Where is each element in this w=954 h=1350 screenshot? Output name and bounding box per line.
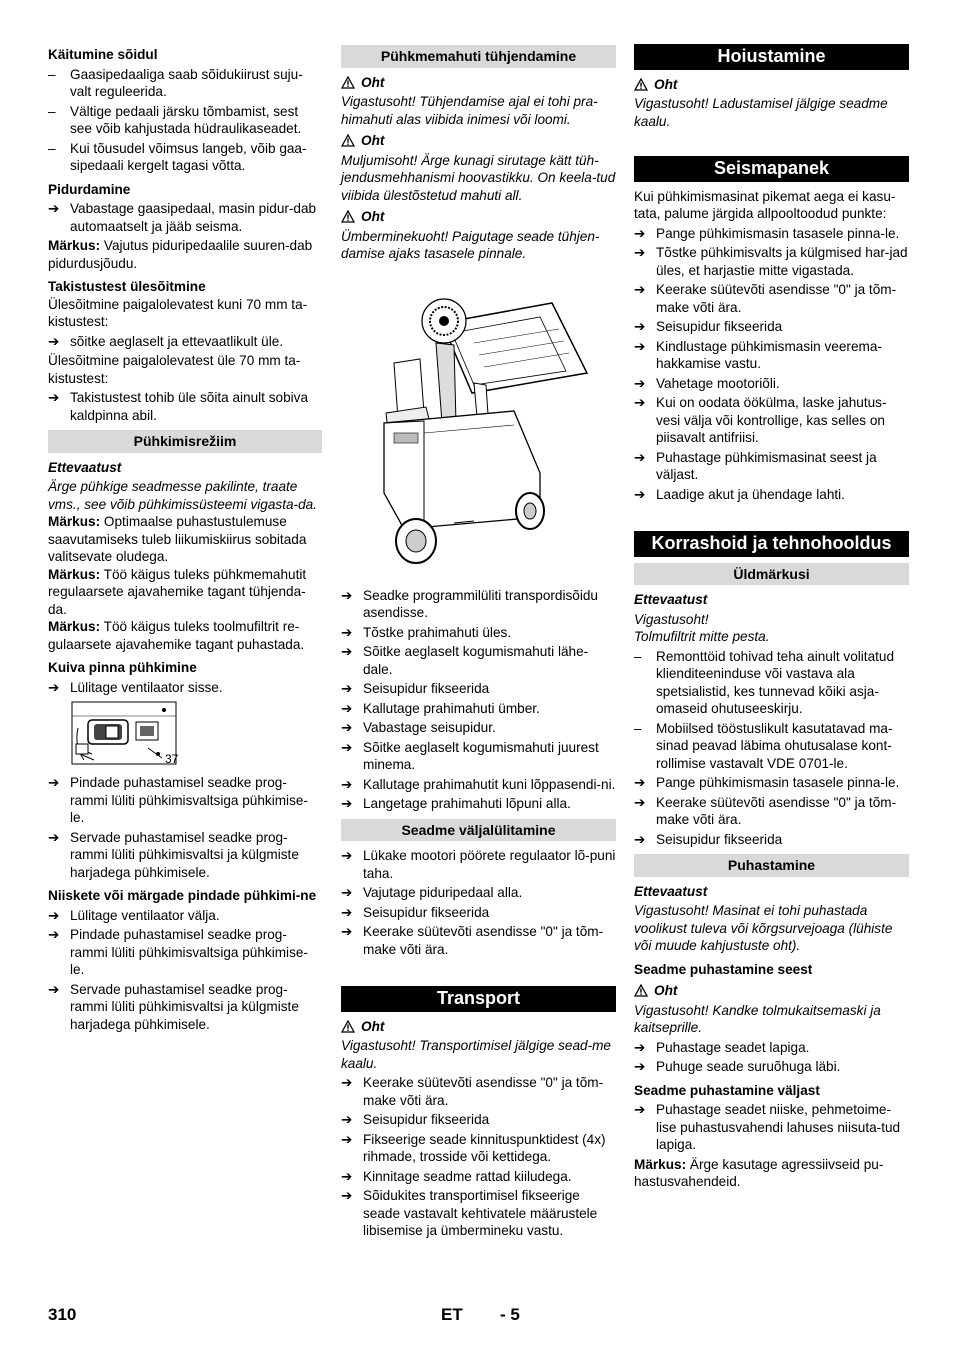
section-heading-puhastamine: Puhastamine (634, 854, 909, 877)
page-number: 310 (48, 1305, 77, 1324)
list-item: ➔ Lülitage ventilaator sisse. (48, 679, 223, 695)
list-item: ➔ Seisupidur fikseerida (341, 681, 490, 696)
caution-label: Ettevaatust (634, 883, 708, 899)
column-middle (341, 44, 616, 1242)
list-item: ➔ Tõstke prahimahuti üles. (341, 624, 512, 640)
danger-text: Vigastusoht! Transportimisel jälgige sead-me kaalu. (341, 1038, 611, 1071)
list-item: ➔ Pindade puhastamisel seadke prog-rammi lüliti pühkimisvaltsiga pühkimise-le. (48, 927, 308, 977)
danger-label: Oht (634, 76, 909, 94)
list-item: ➔ Pindade puhastamisel seadke prog-rammi lüliti pühkimisvaltsiga pühkimise-le. (48, 775, 308, 825)
list-item: ➔ Keerake süütevõti asendisse "0" ja tõm-make võti ära. (634, 282, 897, 315)
heading-seest: Seadme puhastamine seest (634, 961, 813, 977)
heading-niiskete: Niiskete või märgade pindade pühkimi-ne (48, 888, 317, 903)
figure-label: 37 (165, 752, 179, 766)
list-item: ➔ Takistustest tohib üle sõita ainult sobiva kaldpinna abil. (48, 390, 309, 423)
list-item: ➔ Kallutage prahimahutit kuni lõppasendi-ni. (341, 776, 616, 792)
section-heading-tuhjendamine: Pühkmemahuti tühjendamine (341, 45, 616, 68)
list-item: ➔ Lükake mootori pöörete regulaator lõ-puni taha. (341, 848, 616, 881)
warning-triangle-icon (341, 76, 355, 89)
list-item: ➔ Seisupidur fikseerida (634, 831, 783, 847)
list-item: ➔ Seadke programmilüliti transpordisõidu asendisse. (341, 587, 598, 620)
note: Märkus: Töö käigus tuleks toolmufiltrit re-gulaarsete ajavahemike tagant puhastada. (48, 619, 305, 652)
list-item: ➔ Vahetage mootoriõli. (634, 375, 780, 391)
list-item: ➔ Keerake süütevõti asendisse "0" ja tõm-make võti ära. (634, 794, 897, 827)
sweeper-dumping-illustration (364, 273, 594, 573)
list-item: ➔ Vajutage piduripedaal alla. (341, 885, 523, 900)
heading-takistus: Takistustest ülesõitmine (48, 279, 206, 294)
caution-text: Vigastusoht! Masinat ei tohi puhastada voolikust tuleva või kõrgsurvejoaga (lühiste või muude kahjustuste oht). (634, 903, 893, 953)
danger-label: Oht (341, 208, 616, 226)
note: Märkus: Vajutus piduripedaalile suuren-dab pidurdusjõudu. (48, 238, 313, 271)
list-item: ➔ Langetage prahimahuti lõpuni alla. (341, 796, 571, 811)
section-heading-valjalulitamine: Seadme väljalülitamine (341, 819, 616, 842)
list-item: ➔ Seisupidur fikseerida (341, 1112, 490, 1127)
list-item: ➔ Fikseerige seade kinnituspunktidest (4x) rihmade, trosside või kettidega. (341, 1131, 606, 1164)
caution-label: Ettevaatust (48, 459, 122, 475)
list-item: ➔ Servade puhastamisel seadke prog-rammi lüliti pühkimisvaltsi ja külgmiste harjadega pühkimisele. (48, 981, 299, 1032)
page-footer (48, 1306, 909, 1328)
list-item: ➔ Puhuge seade suruõhuga läbi. (634, 1059, 841, 1074)
list-item: ➔ Kui on oodata öökülma, laske jahutus-vesi välja või kontrollige, kas selles on piisavalt antifriisi. (634, 395, 887, 445)
list-item: ➔ Kinnitage seadme rattad kiiludega. (341, 1168, 572, 1184)
paragraph: Ülesõitmine paigalolevatest üle 70 mm ta-kistustest: (48, 353, 301, 386)
heading-valjast: Seadme puhastamine väljast (634, 1082, 820, 1098)
list-item: ➔ Keerake süütevõti asendisse "0" ja tõm-make võti ära. (341, 924, 604, 957)
note: Märkus: Töö käigus tuleks pühkmemahutit regulaarsete ajavahemike tagant tühjenda-da. (48, 566, 307, 617)
list-item: ➔ Vabastage seisupidur. (341, 720, 496, 735)
list-item: ➔ Servade puhastamisel seadke prog-rammi lüliti pühkimisvaltsi ja külgmiste harjadega pühkimisele. (48, 829, 299, 880)
danger-label: Oht (341, 132, 616, 150)
danger-text: Vigastusoht! Tühjendamise ajal ei tohi pra-himahuti alas viibida inimesi või loomi. (341, 94, 598, 127)
column-right (634, 44, 909, 1191)
section-heading-puhkimisreziim: Pühkimisrežiim (48, 430, 322, 453)
language-code: ET (441, 1305, 463, 1324)
danger-label: Oht (341, 1018, 616, 1036)
list-item: ➔ Pange pühkimismasin tasasele pinna-le. (634, 775, 900, 790)
list-item: ➔ Kindlustage pühkimismasin veerema-hakkamise vastu. (634, 338, 882, 371)
list-item: – Gaasipedaaliga saab sõidukiirust suju-valt reguleerida. (48, 66, 303, 99)
list-item: ➔ Sõitke aeglaselt kogumismahuti lähe-dale. (341, 644, 589, 677)
list-item: – Kui tõusudel võimsus langeb, võib gaa-sipedaali kergelt tagasi võtta. (48, 140, 307, 173)
danger-text: Muljumisoht! Ärge kunagi sirutage kätt tüh-jendusmehhanismi hoovastikku. On keela-tud viibida ülestõstetud mahuti all. (341, 152, 616, 203)
list-item: ➔ Vabastage gaasipedaal, masin pidur-dab automaatselt ja jääb seisma. (48, 201, 317, 234)
section-page-number: - 5 (500, 1305, 520, 1324)
list-item: ➔ Seisupidur fikseerida (634, 319, 783, 334)
note: Märkus: Optimaalse puhastustulemuse saavutamiseks tuleb liikumiskiirus sobitada valitsevate oludega. (48, 514, 307, 564)
warning-triangle-icon (341, 210, 355, 223)
danger-label: Oht (634, 982, 909, 1000)
caution-text: Ärge pühkige seadmesse pakilinte, traate vms., see võib pühkimissüsteemi vigasta-da. (48, 479, 317, 512)
list-item: ➔ Puhastage seadet niiske, pehmetoime-lise puhastusvahendi lahuses niisuta-tud lapiga. (634, 1102, 901, 1152)
list-item: ➔ Sõidukites transportimisel fikseerige seade vastavalt kehtivatele määrustele libisemise ja ümbermineku vastu. (341, 1188, 598, 1238)
list-item: ➔ sõitke aeglaselt ja ettevaatlikult üle. (48, 333, 284, 349)
section-heading-uldmarkusi: Üldmärkusi (634, 563, 909, 586)
column-left (48, 44, 322, 1035)
danger-text: Vigastusoht! Ladustamisel jälgige seadme kaalu. (634, 96, 888, 129)
list-item: ➔ Tõstke pühkimisvalts ja külgmised har-jad üles, et harjastiе mitte vigastada. (634, 245, 908, 278)
warning-triangle-icon (634, 984, 648, 997)
list-item: – Remonttöid tohivad teha ainult volitatud klienditeeninduse või vastava ala spetsialistid, kes tunnevad kõiki asja-omaseid ohutuseeskirju. (634, 648, 895, 716)
list-item: ➔ Puhastage seadet lapiga. (634, 1039, 810, 1055)
list-item: ➔ Kallutage prahimahuti ümber. (341, 700, 540, 716)
warning-triangle-icon (634, 78, 648, 91)
list-item: – Mobiilsed tööstuslikult kasutatavad ma-sinad peavad läbima ohutusalase kont-rollimise vastavalt VDE 0701-le. (634, 720, 893, 771)
chapter-heading-hoiustamine: Hoiustamine (634, 44, 909, 70)
list-item: ➔ Lülitage ventilaator välja. (48, 907, 220, 923)
caution-text: Tolmufiltrit mitte pesta. (634, 629, 770, 644)
warning-triangle-icon (341, 1020, 355, 1033)
note: Märkus: Ärge kasutage agressiivseid pu-hastusvahendeid. (634, 1156, 884, 1189)
sweeper-figure (341, 273, 616, 583)
list-item: ➔ Seisupidur fikseerida (341, 904, 490, 920)
heading-kaitumine: Käitumine sõidul (48, 47, 158, 62)
list-item: – Vältige pedaali järsku tõmbamist, sest see võib kahjustada hüdraulikaseadet. (48, 103, 302, 136)
danger-label: Oht (341, 74, 616, 92)
warning-triangle-icon (341, 134, 355, 147)
paragraph: Ülesõitmine paigalolevatest kuni 70 mm ta-kistustest: (48, 296, 308, 329)
chapter-heading-korrashoid: Korrashoid ja tehnohooldus (634, 531, 909, 557)
heading-kuiva: Kuiva pinna pühkimine (48, 660, 197, 675)
caution-label: Ettevaatust (634, 592, 708, 607)
list-item: ➔ Laadige akut ja ühendage lahti. (634, 486, 845, 502)
paragraph: Kui pühkimismasinat pikemat aega ei kasu-tata, palume järgida allpooltoodud punkte: (634, 188, 896, 221)
heading-pidurdamine: Pidurdamine (48, 181, 131, 197)
chapter-heading-transport: Transport (341, 986, 616, 1012)
list-item: ➔ Sõitke aeglaselt kogumismahuti juurest minema. (341, 739, 599, 772)
list-item: ➔ Keerake süütevõti asendisse "0" ja tõm-make võti ära. (341, 1075, 604, 1108)
list-item: ➔ Pange pühkimismasin tasasele pinna-le. (634, 225, 900, 241)
caution-text: Vigastusoht! (634, 611, 709, 627)
list-item: ➔ Puhastage pühkimismasinat seest ja väljast. (634, 449, 877, 482)
danger-text: Ümberminekuoht! Paigutage seade tühjen-damise ajaks tasasele pinnale. (341, 228, 600, 261)
danger-text: Vigastusoht! Kandke tolmukaitsemaski ja kaitseprille. (634, 1002, 881, 1035)
chapter-heading-seismapanek: Seismapanek (634, 156, 909, 182)
program-switch-figure (48, 698, 322, 772)
